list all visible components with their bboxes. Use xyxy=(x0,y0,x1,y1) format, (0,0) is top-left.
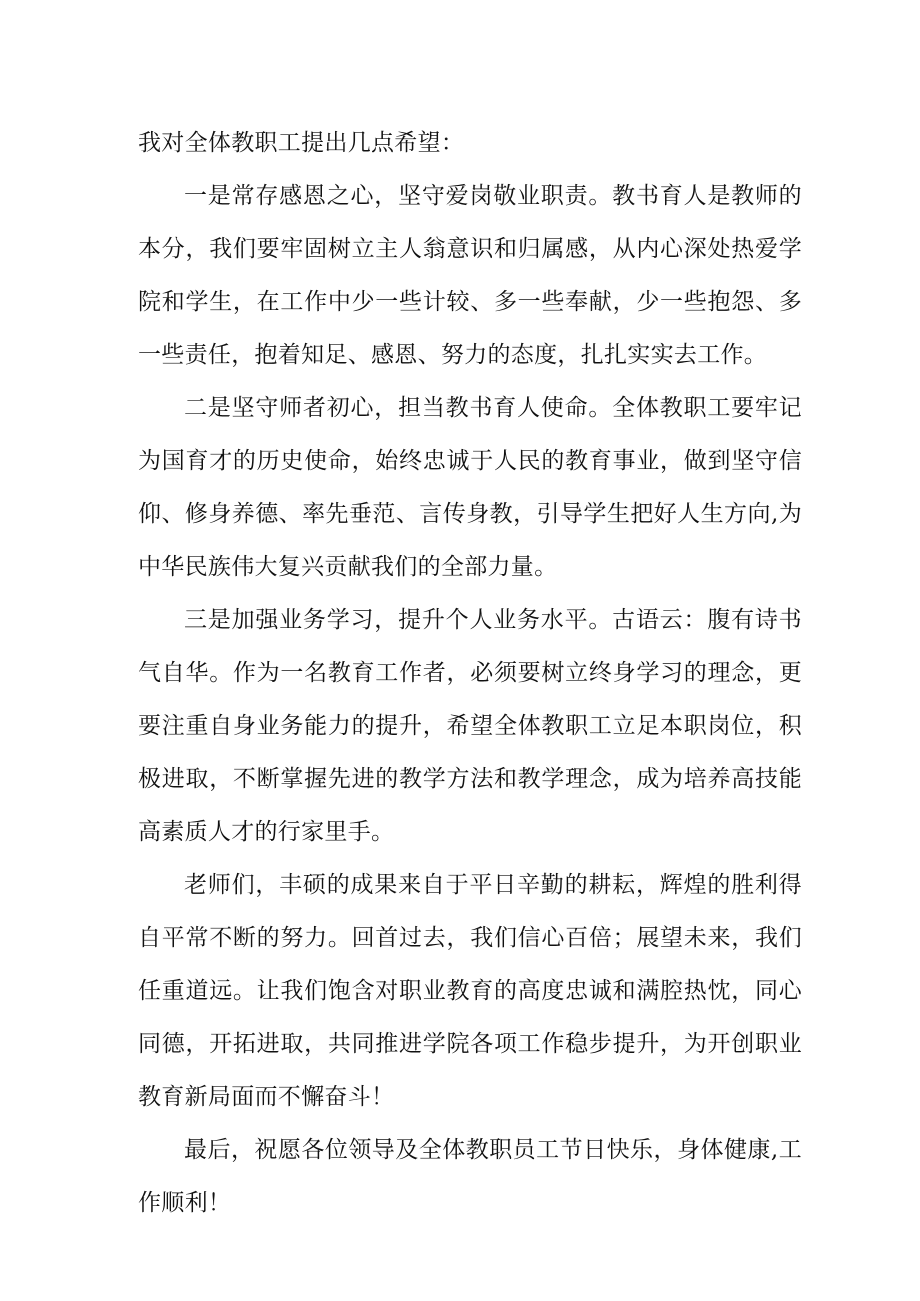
paragraph-teachers: 老师们，丰硕的成果来自于平日辛勤的耕耘，辉煌的胜利得自平常不断的努力。回首过去，我们信心百倍；展望未来，我们任重道远。让我们饱含对职业教育的高度忠诚和满腔热忱，同心同德，开拓进取，共同推进学院各项工作稳步提升，为开创职业教育新局面而不懈奋斗！ xyxy=(138,872,802,1110)
intro-paragraph: 我对全体教职工提出几点希望： xyxy=(138,130,465,156)
paragraph-gratitude: 一是常存感恩之心，坚守爱岗敬业职责。教书育人是教师的本分，我们要牢固树立主人翁意识和归属感，从内心深处热爱学院和学生，在工作中少一些计较、多一些奉献，少一些抱怨、多一些责任，抱着知足、感恩、努力的态度，扎扎实实去工作。 xyxy=(138,183,802,368)
paragraph-learning: 三是加强业务学习，提升个人业务水平。古语云：腹有诗书气自华。作为一名教育工作者，必须要树立终身学习的理念，更要注重自身业务能力的提升，希望全体教职工立足本职岗位，积极进取，不断掌握先进的教学方法和教学理念，成为培养高技能高素质人才的行家里手。 xyxy=(138,607,802,845)
paragraph-mission: 二是坚守师者初心，担当教书育人使命。全体教职工要牢记为国育才的历史使命，始终忠诚于人民的教育事业，做到坚守信仰、修身养德、率先垂范、言传身教，引导学生把好人生方向,为中华民族伟大复兴贡献我们的全部力量。 xyxy=(138,395,802,580)
paragraph-closing: 最后，祝愿各位领导及全体教职员工节日快乐，身体健康,工作顺利！ xyxy=(138,1137,802,1216)
